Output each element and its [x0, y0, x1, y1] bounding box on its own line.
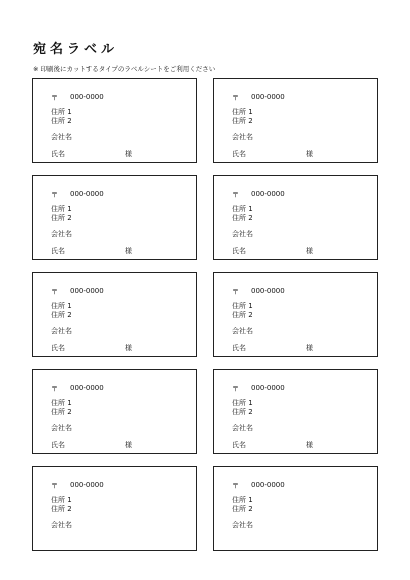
- address-line-1: 住所 1: [232, 399, 253, 407]
- postal-mark: 〒: [232, 94, 239, 102]
- postal-code: 000-0000: [251, 93, 285, 101]
- company-name: 会社名: [51, 230, 72, 238]
- recipient-name: 氏名: [232, 344, 246, 352]
- honorific: 様: [306, 441, 313, 449]
- company-name: 会社名: [51, 327, 72, 335]
- honorific: 様: [125, 247, 132, 255]
- address-line-1: 住所 1: [51, 399, 72, 407]
- postal-mark: 〒: [232, 482, 239, 490]
- recipient-name: 氏名: [51, 247, 65, 255]
- postal-code: 000-0000: [251, 287, 285, 295]
- postal-mark: 〒: [51, 94, 58, 102]
- postal-mark: 〒: [51, 288, 58, 296]
- address-line-1: 住所 1: [51, 108, 72, 116]
- company-name: 会社名: [51, 133, 72, 141]
- address-label: [32, 175, 197, 260]
- postal-code: 000-0000: [70, 93, 104, 101]
- address-line-2: 住所 2: [232, 311, 253, 319]
- company-name: 会社名: [232, 424, 253, 432]
- address-label: [32, 272, 197, 357]
- page-title: 宛名ラベル: [33, 42, 119, 57]
- address-label: [32, 78, 197, 163]
- honorific: 様: [306, 150, 313, 158]
- address-label: [32, 369, 197, 454]
- postal-mark: 〒: [51, 482, 58, 490]
- postal-code: 000-0000: [70, 384, 104, 392]
- honorific: 様: [306, 344, 313, 352]
- address-line-2: 住所 2: [232, 214, 253, 222]
- address-line-1: 住所 1: [51, 496, 72, 504]
- address-line-2: 住所 2: [51, 311, 72, 319]
- postal-mark: 〒: [51, 385, 58, 393]
- postal-mark: 〒: [51, 191, 58, 199]
- address-line-1: 住所 1: [232, 496, 253, 504]
- address-line-1: 住所 1: [232, 302, 253, 310]
- address-label: [213, 78, 378, 163]
- recipient-name: 氏名: [51, 441, 65, 449]
- recipient-name: 氏名: [51, 344, 65, 352]
- company-name: 会社名: [232, 521, 253, 529]
- recipient-name: 氏名: [232, 441, 246, 449]
- company-name: 会社名: [51, 521, 72, 529]
- honorific: 様: [125, 344, 132, 352]
- recipient-name: 氏名: [232, 150, 246, 158]
- postal-code: 000-0000: [251, 384, 285, 392]
- address-label: [213, 369, 378, 454]
- recipient-name: 氏名: [51, 150, 65, 158]
- company-name: 会社名: [51, 424, 72, 432]
- postal-code: 000-0000: [70, 190, 104, 198]
- postal-code: 000-0000: [70, 481, 104, 489]
- address-line-1: 住所 1: [232, 205, 253, 213]
- postal-mark: 〒: [232, 288, 239, 296]
- postal-mark: 〒: [232, 385, 239, 393]
- address-line-2: 住所 2: [51, 117, 72, 125]
- label-sheet: [32, 78, 378, 551]
- address-line-2: 住所 2: [232, 117, 253, 125]
- address-line-2: 住所 2: [51, 408, 72, 416]
- address-line-1: 住所 1: [232, 108, 253, 116]
- recipient-name: 氏名: [232, 247, 246, 255]
- postal-code: 000-0000: [251, 481, 285, 489]
- honorific: 様: [125, 150, 132, 158]
- company-name: 会社名: [232, 327, 253, 335]
- postal-code: 000-0000: [251, 190, 285, 198]
- address-line-2: 住所 2: [51, 505, 72, 513]
- postal-mark: 〒: [232, 191, 239, 199]
- address-line-1: 住所 1: [51, 302, 72, 310]
- address-line-2: 住所 2: [232, 408, 253, 416]
- company-name: 会社名: [232, 230, 253, 238]
- address-line-1: 住所 1: [51, 205, 72, 213]
- usage-note: ※ 印刷後にカットするタイプのラベルシートをご利用ください: [33, 65, 216, 73]
- address-label: [213, 272, 378, 357]
- address-label: [213, 175, 378, 260]
- honorific: 様: [125, 441, 132, 449]
- company-name: 会社名: [232, 133, 253, 141]
- address-label: [213, 466, 378, 551]
- address-label: [32, 466, 197, 551]
- postal-code: 000-0000: [70, 287, 104, 295]
- honorific: 様: [306, 247, 313, 255]
- address-line-2: 住所 2: [51, 214, 72, 222]
- address-line-2: 住所 2: [232, 505, 253, 513]
